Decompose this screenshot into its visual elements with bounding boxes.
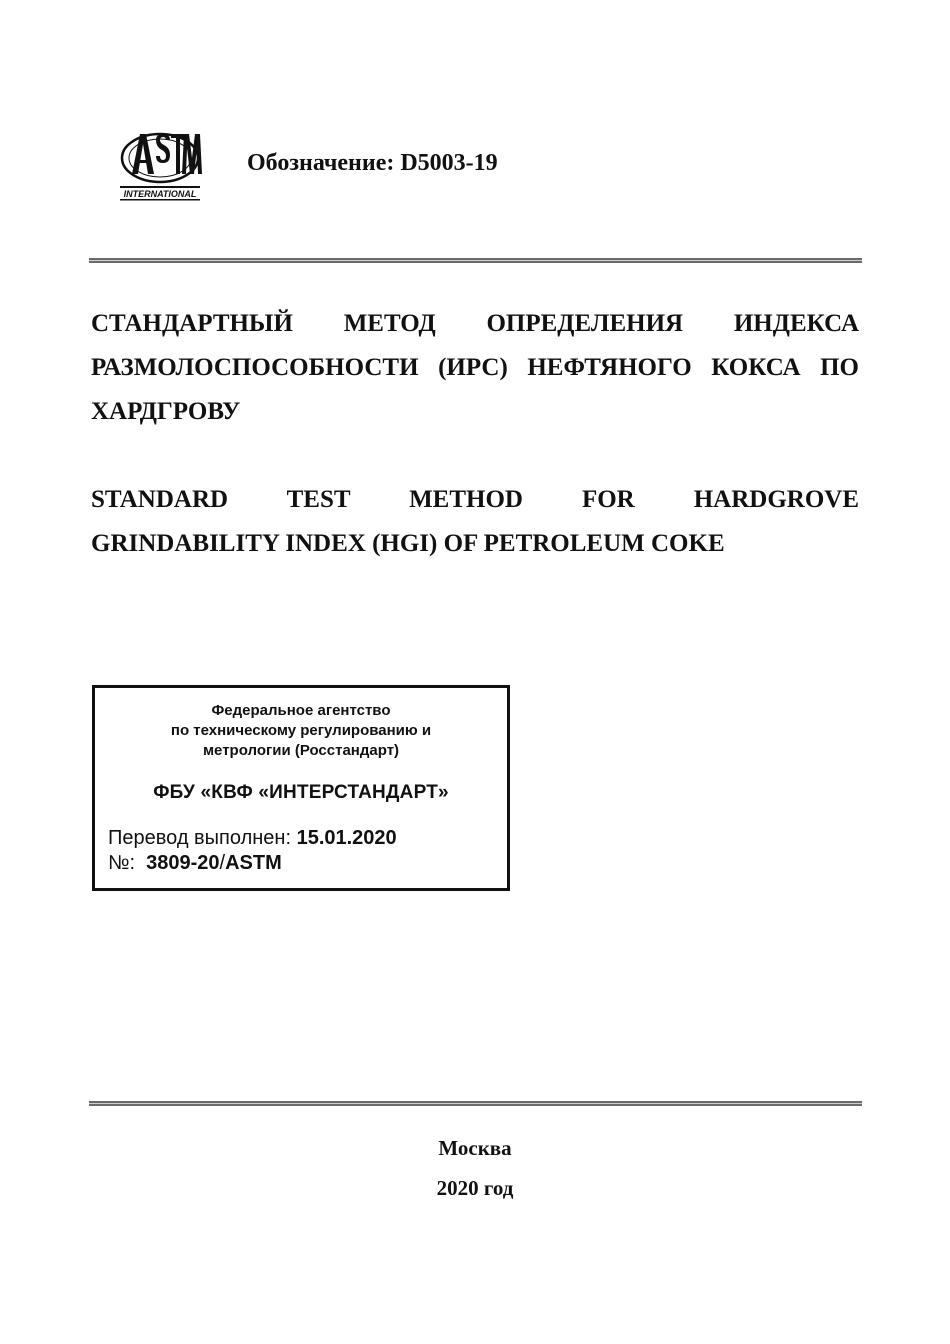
- title-en-word: STANDARD: [91, 486, 229, 513]
- stamp-agency-line: метрологии (Росстандарт): [202, 742, 400, 759]
- stamp-agency: [95, 701, 507, 761]
- title-ru-word: СТАНДАРТНЫЙ: [91, 310, 293, 337]
- translation-label: Перевод выполнен:: [108, 827, 297, 849]
- title-en-word: HARDGROVE: [693, 486, 860, 513]
- bottom-divider: [89, 1101, 862, 1106]
- title-en-word: FOR: [581, 486, 635, 513]
- title-english: [91, 478, 859, 566]
- translation-date: 15.01.2020: [296, 827, 397, 849]
- title-russian: [91, 302, 859, 434]
- number-label: №:: [108, 852, 147, 874]
- title-ru-word: ИНДЕКСА: [733, 310, 859, 337]
- number-separator: /: [219, 852, 226, 874]
- number-suffix: ASTM: [225, 852, 282, 874]
- title-en-line-1: [91, 478, 859, 522]
- translation-stamp: [92, 685, 510, 891]
- title-ru-line-3: ХАРДГРОВУ: [91, 398, 241, 425]
- document-designation: Обозначение: D5003-19: [247, 150, 498, 176]
- publication-year: 2020 год: [436, 1176, 514, 1200]
- stamp-organization: ФБУ «КВФ «ИНТЕРСТАНДАРТ»: [153, 782, 449, 803]
- title-ru-line-1: [91, 302, 859, 346]
- stamp-agency-line: по техническому регулированию и: [170, 722, 432, 739]
- title-ru-word: ОПРЕДЕЛЕНИЯ: [486, 310, 684, 337]
- top-divider: [89, 258, 862, 263]
- title-ru-line-2: РАЗМОЛОСПОСОБНОСТИ (ИРС) НЕФТЯНОГО КОКСА ПО: [91, 354, 859, 381]
- title-en-line-2: GRINDABILITY INDEX (HGI) OF PETROLEUM COKE: [91, 530, 725, 557]
- stamp-agency-line: Федеральное агентство: [211, 702, 391, 719]
- title-ru-word: МЕТОД: [343, 310, 436, 337]
- number-value: 3809-20: [146, 852, 220, 874]
- astm-logo-graphic: [118, 130, 202, 202]
- astm-logo-subtext: INTERNATIONAL: [123, 189, 197, 199]
- title-en-word: METHOD: [409, 486, 523, 513]
- title-en-word: TEST: [286, 486, 351, 513]
- astm-logo: [118, 130, 202, 202]
- stamp-number-row: [108, 852, 282, 875]
- publication-city: Москва: [438, 1136, 512, 1160]
- stamp-translation-row: [108, 827, 397, 850]
